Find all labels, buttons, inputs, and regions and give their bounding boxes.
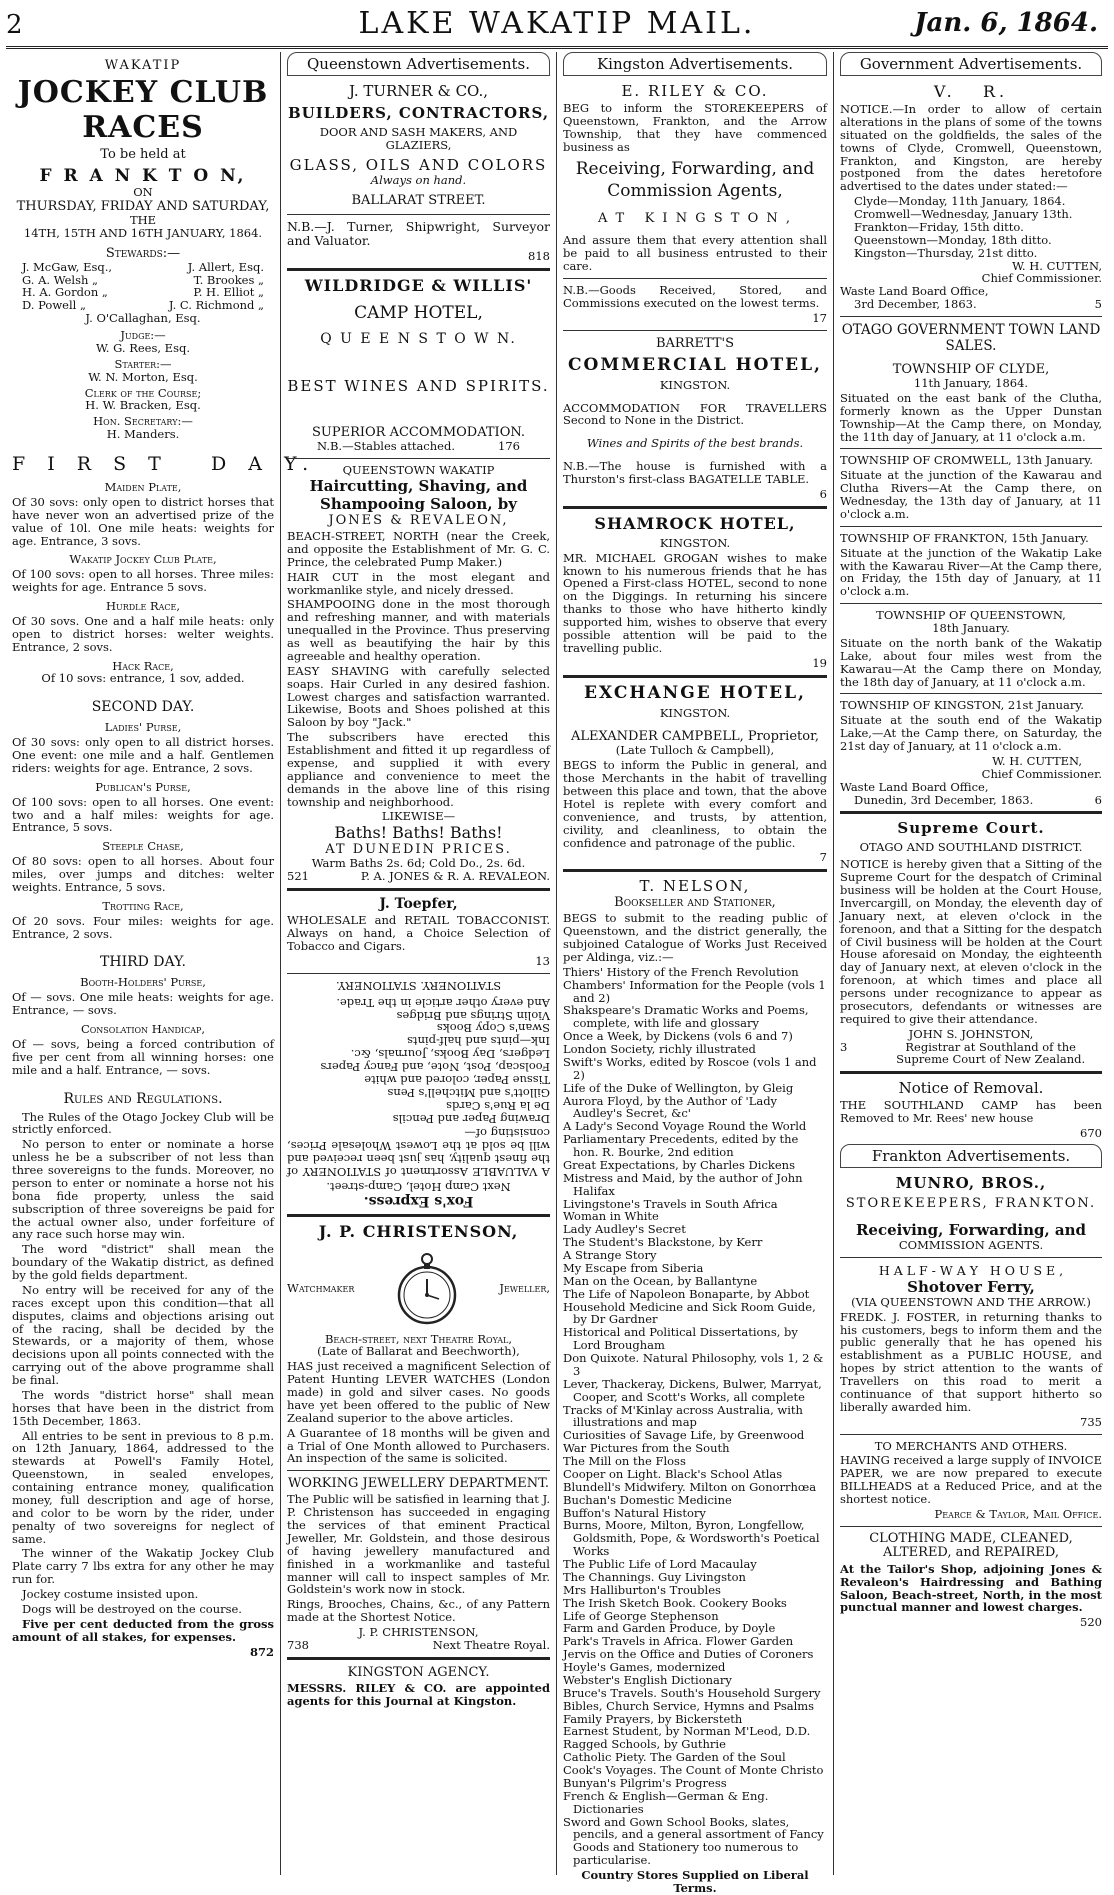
race-on: ON bbox=[133, 185, 153, 199]
riley-name: E. RILEY & CO. bbox=[621, 82, 769, 100]
rule-item: The Rules of the Otago Jockey Club will be strictly enforced. bbox=[12, 1109, 274, 1137]
catalogue-item: Don Quixote. Natural Philosophy, vols 1, 2 & 3 bbox=[563, 1351, 824, 1378]
catalogue-item: War Pictures from the South bbox=[563, 1441, 730, 1456]
catalogue-item: Ragged Schools, by Guthrie bbox=[563, 1737, 726, 1752]
catalogue-item: Life of the Duke of Wellington, by Gleig bbox=[563, 1080, 794, 1095]
gov-notice: NOTICE.—In order to allow of certain alterations in the plans of some of the towns situated on the goldfields, the sales of the towns of Clyde, Cromwell, Queenstown, Frankton, and Kingston, are hereby postponed from the dates heretofore advertised to the dates under stated:— bbox=[840, 102, 1102, 194]
catalogue-item: Parliamentary Precedents, edited by the hon. R. Bourke, 2nd edition bbox=[563, 1132, 799, 1159]
hair-p4: EASY SHAVING with carefully selected soaps. Hair Curled in any desired fashion. Lowest charges and satisfaction warranted. Likewise, Boots and Shoes polished at this Saloon by boy "Jack." bbox=[287, 663, 550, 730]
shamrock-text: MR. MICHAEL GROGAN wishes to make known to his numerous friends that he has Opened a First-class HOTEL, second to none on the Diggings. In returning his sincere thanks to those who have hitherto kindly supported him, wishes to observe that every possible attention will be paid to the travelling public. bbox=[563, 550, 827, 655]
gov-date: Cromwell—Wednesday, January 13th. bbox=[854, 207, 1073, 221]
christenson-dept: WORKING JEWELLERY DEPARTMENT. bbox=[287, 1476, 550, 1492]
vr-heading: V. R. bbox=[933, 82, 1009, 101]
catalogue-item: Tracks of M'Kinlay across Australia, with illustrations and map bbox=[563, 1402, 803, 1430]
merchants-text: HAVING received a large supply of INVOICE PAPER, we are now prepared to execute BILLHEADS at a Reduced Price, and at the shortest notice. bbox=[840, 1453, 1102, 1506]
exchange-prop: ALEXANDER CAMPBELL, Proprietor, bbox=[570, 729, 819, 745]
section-header: Government Advertisements. bbox=[840, 52, 1102, 76]
wjc-text: Of 100 sovs: open to all horses. Three miles: weights for age. Entrance 5 sovs. bbox=[12, 567, 274, 595]
ad-number: 738 bbox=[287, 1637, 309, 1652]
turner-name: J. TURNER & CO., bbox=[348, 82, 488, 100]
fox-list-item: Swan's Copy Books bbox=[436, 1021, 550, 1035]
halfway-via: (VIA QUEENSTOWN AND THE ARROW.) bbox=[851, 1294, 1091, 1309]
gov-date: Queenstown—Monday, 18th ditto. bbox=[854, 232, 1052, 247]
munro-sub: COMMISSION AGENTS. bbox=[898, 1237, 1044, 1252]
barrett-text: ACCOMMODATION FOR TRAVELLERS Second to None in the District. bbox=[563, 400, 827, 428]
barrett-town: KINGSTON. bbox=[659, 377, 731, 392]
catalogue-item: The Irish Sketch Book. Cookery Books bbox=[563, 1595, 787, 1610]
cromwell-text: Situate at the junction of the Kawarau and Clutha Rivers—At the Camp there, on Wednesday, the 13th day of January, at 11 o'clock a.m. bbox=[840, 468, 1102, 521]
hair-p5: The subscribers have erected this Establishment and fitted it up regardless of expense, and supplied it with every appliance and convenience to meet the demands in the above line of this rising township and neighborhood. bbox=[287, 730, 550, 809]
ladies-text: Of 30 sovs: only open to all district horses. One event: one mile and a half. Gentlemen riders: weights for age. Entrance, 2 sovs. bbox=[12, 735, 274, 775]
riley-at: A T K I N G S T O N , bbox=[598, 211, 792, 227]
christenson-p3: The Public will be satisfied in learning that J. P. Christenson has succeeded in engaging the services of that eminent Practical Jeweller, Mr. Goldstein, and those desirous of having jewellery manufactured and finished in a workmanlike and tasteful manner will call to inspect samples of Mr. Goldstein's work now in stock. bbox=[287, 1492, 550, 1597]
steward: D. Powell „ bbox=[22, 298, 86, 313]
issue-date: Jan. 6, 1864. bbox=[914, 8, 1098, 38]
column-kingston bbox=[557, 52, 834, 1895]
baths-rates: Warm Baths 2s. 6d; Cold Do., 2s. 6d. bbox=[311, 856, 526, 871]
cromwell-heading: TOWNSHIP OF CROMWELL, 13th January. bbox=[840, 453, 1093, 468]
starter-heading: Starter:— bbox=[114, 356, 172, 371]
hair-p1: BEACH-STREET, NORTH (near the Creek, and opposite the Establishment of Mr. G. C. Prince, the celebrated Pump Maker.) bbox=[287, 529, 550, 569]
steward-row bbox=[22, 261, 264, 274]
race-title: JOCKEY CLUB RACES bbox=[17, 75, 269, 145]
supreme-court-sub: OTAGO AND SOUTHLAND DISTRICT. bbox=[859, 840, 1083, 855]
catalogue-item: Mistress and Maid, by the author of John Halifax bbox=[563, 1170, 803, 1198]
rule-item: No entry will be received for any of the races except upon this condition—that all disputes, claims and objections arising out of the racing, shall be decided by the Stewards, or a majority of them, whose decisions upon all points connected with the carrying out of the above programme shall be final. bbox=[12, 1282, 274, 1387]
ad-number: 670 bbox=[1080, 1126, 1102, 1140]
nelson-trade: Bookseller and Stationer, bbox=[614, 895, 776, 911]
race-l1: WAKATIP bbox=[104, 58, 182, 73]
riley-big: Receiving, Forwarding, and Commission Agents, bbox=[575, 158, 815, 202]
turner-sub: DOOR AND SASH MAKERS, AND GLAZIERS, bbox=[319, 125, 518, 152]
catalogue-item: Curiosities of Savage Life, by Greenwood bbox=[563, 1428, 805, 1443]
steward: J. C. Richmond „ bbox=[168, 298, 264, 313]
turner-nb: N.B.—J. Turner, Shipwright, Surveyor and Valuator. bbox=[287, 218, 550, 248]
camp-name: WILDRIDGE & WILLIS' bbox=[304, 276, 533, 296]
catalogue-item: Cooper on Light. Black's School Atlas bbox=[563, 1466, 783, 1481]
kingston-date-line: Dunedin, 3rd December, 1863. bbox=[854, 792, 1034, 807]
fox-list-item: Ink—pints and half-pints bbox=[407, 1033, 550, 1048]
turner-always: Always on hand. bbox=[370, 172, 467, 187]
steward: J. McGaw, Esq., bbox=[22, 259, 113, 274]
camp-acc: SUPERIOR ACCOMMODATION. bbox=[311, 425, 526, 441]
ad-number: 19 bbox=[812, 655, 827, 670]
nelson-name: T. NELSON, bbox=[639, 877, 751, 896]
catalogue-item: Buchan's Domestic Medicine bbox=[563, 1492, 732, 1507]
fox-sub: Next Camp Hotel, Camp-street. bbox=[326, 1179, 511, 1194]
secretary-heading: Hon. Secretary:— bbox=[93, 414, 193, 429]
nelson-catalogue bbox=[563, 966, 827, 1867]
queenstown-date: 18th January. bbox=[932, 621, 1010, 635]
catalogue-item: Swift's Works, edited by Roscoe (vols 1 and 2) bbox=[563, 1054, 817, 1082]
supreme-court-text: NOTICE is hereby given that a Sitting of the Supreme Court for the despatch of Criminal business will be holden at the Court House, Invercargill, on Monday, the eleventh day of January next, at eleven o'clock in the forenoon, and that a Sitting for the despatch of Civil business will be holden at the Court House aforesaid on Monday, the eighteenth day of January next, at eleven o'clock in the forenoon, at which times and place all persons under recognizance to appear as prosecutors, defendants or witnesses are required to give their attendance. bbox=[840, 857, 1102, 1026]
camp-town: Q U E E N S T O W N. bbox=[320, 331, 517, 348]
ladies-heading: Ladies' Purse, bbox=[104, 720, 182, 735]
catalogue-item: Bruce's Travels. South's Household Surgery bbox=[563, 1685, 821, 1700]
otago-heading: OTAGO GOVERNMENT TOWN LAND SALES. bbox=[841, 322, 1101, 354]
hurdle-heading: Hurdle Race, bbox=[105, 599, 181, 613]
ad-number: 3 bbox=[840, 1039, 848, 1054]
race-place: F R A N K T O N, bbox=[39, 166, 247, 186]
catalogue-item: The Life of Napoleon Bonaparte, by Abbot bbox=[563, 1286, 810, 1301]
catalogue-item: A Strange Story bbox=[563, 1248, 657, 1262]
booth-text: Of — sovs. One mile heats: weights for age. Entrance, — sovs. bbox=[12, 990, 274, 1018]
clothing-heading: CLOTHING MADE, CLEANED, ALTERED, and REPAIRED, bbox=[869, 1530, 1073, 1561]
halfway-heading: H A L F - W A Y H O U S E , bbox=[878, 1262, 1064, 1278]
rule-item: All entries to be sent in previous to 8 p.m. on 12th January, 1864, addressed to the stewards at Powell's Family Hotel, Queenstown, in sealed envelopes, containing entrance money, qualification money, full description and age of horse, and color to be worn by the rider, under penalty of two sovereigns for neglect of same. bbox=[12, 1428, 274, 1546]
fox-express-inverted bbox=[287, 979, 550, 1209]
newspaper-title: LAKE WAKATIP MAIL. bbox=[358, 6, 756, 41]
ad-number: 17 bbox=[812, 310, 827, 325]
fox-list-item: De la Rue's Cards bbox=[446, 1098, 550, 1113]
baths-price: AT DUNEDIN PRICES. bbox=[325, 842, 512, 858]
fox-list-item: Gillott's and Mitchell's Pens bbox=[387, 1085, 550, 1100]
supreme-court-sig2: Registrar at Southland of the Supreme Court of New Zealand. bbox=[896, 1039, 1086, 1067]
catalogue-item: Lady Audley's Secret bbox=[563, 1222, 686, 1237]
catalogue-item: Life of George Stephenson bbox=[563, 1608, 719, 1623]
hair-h2: Haircutting, Shaving, and Shampooing Saloon, by bbox=[309, 477, 528, 513]
fox-list-item: Drawing Paper and Pencils bbox=[392, 1111, 550, 1126]
christenson-addr: Beach-street, next Theatre Royal, bbox=[324, 1331, 513, 1346]
christenson-theatre: Next Theatre Royal. bbox=[432, 1637, 550, 1652]
hurdle-text: Of 30 sovs. One and a half mile heats: only open to district horses: welter weights. Entrance, 2 sovs. bbox=[12, 613, 274, 654]
gov-sig2: Chief Commissioner. bbox=[981, 271, 1102, 286]
camp-nb: N.B.—Stables attached. bbox=[317, 439, 455, 454]
exchange-late: (Late Tulloch & Campbell), bbox=[615, 743, 775, 758]
catalogue-item: French & English—German & Eng. Dictionaries bbox=[563, 1788, 769, 1816]
secretary: H. Manders. bbox=[106, 427, 180, 442]
clerk-heading: Clerk of the Course; bbox=[84, 385, 202, 400]
fox-list-item: Tissue Paper, colored and white bbox=[364, 1072, 550, 1087]
halfway-text: FREDK. J. FOSTER, in returning thanks to his customers, begs to inform them and the public generally that he has opened his establishment as a PUBLIC HOUSE, and hopes by strict attention to the wants of Travellers on this road to merit a continuance of that support hitherto so liberally awarded him. bbox=[840, 1309, 1102, 1414]
catalogue-item: Livingstone's Travels in South Africa bbox=[563, 1196, 778, 1211]
merchants-sig: Pearce & Taylor, Mail Office. bbox=[934, 1506, 1102, 1521]
ad-number: 735 bbox=[1080, 1414, 1102, 1429]
clyde-heading: TOWNSHIP OF CLYDE, bbox=[892, 362, 1050, 377]
catalogue-item: Webster's English Dictionary bbox=[563, 1672, 732, 1687]
catalogue-item: Farm and Garden Produce, by Doyle bbox=[563, 1621, 776, 1636]
steeple-heading: Steeple Chase, bbox=[102, 839, 184, 854]
clyde-date: 11th January, 1864. bbox=[913, 376, 1029, 390]
clyde-text: Situated on the east bank of the Clutha, formerly known as the Upper Dunstan Township—At the Camp there, on Monday, the 11th day of January, at 11 o'clock a.m. bbox=[840, 390, 1102, 444]
judge: W. G. Rees, Esq. bbox=[95, 340, 190, 355]
ad-number: 872 bbox=[249, 1644, 274, 1659]
stewards-heading: Stewards:— bbox=[105, 245, 181, 261]
rules-heading: Rules and Regulations. bbox=[63, 1090, 223, 1107]
kingston-agency-text: MESSRS. RILEY & CO. are appointed agents for this Journal at Kingston. bbox=[287, 1680, 550, 1708]
stationery-title: STATIONERY. STATIONERY. bbox=[335, 978, 502, 993]
gov-date-line: 3rd December, 1863. bbox=[854, 297, 977, 312]
trotting-text: Of 20 sovs. Four miles: weights for age. Entrance, 2 sovs. bbox=[12, 913, 274, 941]
merchants-heading: TO MERCHANTS AND OTHERS. bbox=[874, 1438, 1068, 1453]
catalogue-item: Shakspeare's Dramatic Works and Poems, complete, with life and glossary bbox=[563, 1003, 809, 1031]
fox-list-item: And every other article in the Trade. bbox=[336, 995, 550, 1010]
rule-item: The winner of the Wakatip Jockey Club Plate carry 7 lbs extra for any other he may run for. bbox=[12, 1546, 274, 1587]
steward: J. Allert, Esq. bbox=[187, 259, 264, 274]
page-number: 2 bbox=[6, 10, 23, 40]
turner-glass: GLASS, OILS AND COLORS bbox=[289, 155, 548, 174]
camp-wines: BEST WINES AND SPIRITS. bbox=[287, 377, 550, 396]
ad-number: 818 bbox=[528, 249, 550, 264]
queenstown-text: Situate on the north bank of the Wakatip Lake, about four miles west from the Kawarau—At the Camp there on Monday, the 18th day of January, at 11 o'clock a.m. bbox=[840, 635, 1102, 689]
clerk: H. W. Bracken, Esq. bbox=[85, 398, 201, 413]
christenson-p2: A Guarantee of 18 months will be given and a Trial of One Month allowed to Purchasers. An inspection of the same is solicited. bbox=[287, 1425, 550, 1466]
wjc-heading: Wakatip Jockey Club Plate, bbox=[69, 552, 217, 567]
catalogue-item: Once a Week, by Dickens (vols 6 and 7) bbox=[563, 1029, 793, 1044]
steeple-text: Of 80 sovs: open to all horses. About four miles, over jumps and ditches: welter weights. Entrance, 5 sovs. bbox=[12, 854, 274, 894]
catalogue-item: Chambers' Information for the People (vols 1 and 2) bbox=[563, 977, 826, 1005]
steward: G. A. Welsh „ bbox=[22, 272, 98, 287]
catalogue-item: Man on the Ocean, by Ballantyne bbox=[563, 1273, 758, 1288]
clothing-text: At the Tailor's Shop, adjoining Jones & Revaleon's Hairdressing and Bathing Saloon, Beach-street, North, in the most punctual manner and lowest charges. bbox=[840, 1561, 1102, 1615]
frankton-heading: TOWNSHIP OF FRANKTON, 15th January. bbox=[840, 530, 1089, 545]
rule-item: Dogs will be destroyed on the course. bbox=[22, 1601, 242, 1616]
christenson-late: (Late of Ballarat and Beechworth), bbox=[317, 1344, 520, 1359]
catalogue-item: Household Medicine and Sick Room Guide, by Dr Gardner bbox=[563, 1299, 816, 1327]
toepfer-text: WHOLESALE and RETAIL TOBACCONIST. Always on hand, a Choice Selection of Tobacco and Cigars. bbox=[287, 913, 550, 953]
fox-list-item: Ledgers, Day Books, Journals, &c. bbox=[350, 1046, 550, 1061]
baths-title: Baths! Baths! Baths! bbox=[334, 823, 503, 843]
christenson-left: Watchmaker bbox=[287, 1281, 355, 1296]
munro-trade: STOREKEEPERS, FRANKTON. bbox=[845, 1195, 1097, 1211]
catalogue-item: Bibles, Church Service, Hymns and Psalms bbox=[563, 1698, 815, 1713]
hair-p3: SHAMPOOING done in the most thorough and refreshing manner, and with materials unequalled in the Province. Thus preserving as well as beautifying the hair by this agreeable and healthy operation. bbox=[287, 597, 550, 663]
hack-text: Of 10 sovs: entrance, 1 sov, added. bbox=[41, 671, 245, 686]
maiden-heading: Maiden Plate, bbox=[104, 480, 182, 494]
removal-heading: Notice of Removal. bbox=[898, 1079, 1044, 1098]
catalogue-item: Lever, Thackeray, Dickens, Bulwer, Marryat, Cooper, and Scott's Works, all complete bbox=[563, 1376, 822, 1404]
supreme-court-sig: JOHN S. JOHNSTON, bbox=[908, 1026, 1034, 1041]
catalogue-item: Mrs Halliburton's Troubles bbox=[563, 1582, 721, 1597]
riley-text2: And assure them that every attention shall be paid to all business entrusted to their care. bbox=[563, 233, 827, 274]
exchange-town: KINGSTON. bbox=[659, 705, 731, 720]
pocket-watch-icon bbox=[387, 1249, 467, 1329]
catalogue-item: Buffon's Natural History bbox=[563, 1505, 706, 1520]
kingston-office: Waste Land Board Office, bbox=[840, 779, 989, 794]
judge-heading: Judge:— bbox=[120, 328, 166, 342]
steward: H. A. Gordon „ bbox=[22, 285, 108, 300]
ad-number: 521 bbox=[287, 869, 309, 884]
catalogue-item: London Society, richly illustrated bbox=[563, 1042, 756, 1056]
baths-sig: P. A. JONES & R. A. REVALEON. bbox=[360, 869, 550, 884]
gov-office: Waste Land Board Office, bbox=[840, 284, 989, 299]
catalogue-item: Park's Travels in Africa. Flower Garden bbox=[563, 1634, 794, 1649]
race-l2: To be held at bbox=[100, 147, 186, 162]
barrett-nb: N.B.—The house is furnished with a Thurston's first-class BAGATELLE TABLE. bbox=[563, 459, 827, 486]
publicans-text: Of 100 sovs: open to all horses. One event: two and a half miles: weights for age. Entrance, 5 sovs. bbox=[12, 794, 274, 835]
supreme-court-heading: Supreme Court. bbox=[897, 819, 1045, 838]
catalogue-item: The Channings. Guy Livingston bbox=[563, 1569, 746, 1584]
halfway-title: Shotover Ferry, bbox=[907, 1277, 1035, 1296]
maiden-text: Of 30 sovs: only open to district horses that have never won an advertised prize of the value of 10l. One mile heats: weights for age. Entrance, 3 sovs. bbox=[12, 494, 274, 548]
masthead bbox=[6, 0, 1108, 49]
catalogue-item: Bunyan's Pilgrim's Progress bbox=[563, 1775, 727, 1790]
hack-heading: Hack Race, bbox=[112, 658, 174, 673]
christenson-right: Jeweller, bbox=[499, 1281, 550, 1296]
christenson-sig: J. P. CHRISTENSON, bbox=[358, 1625, 479, 1639]
catalogue-item: The Public Life of Lord Macaulay bbox=[563, 1557, 757, 1571]
kingston-sig2: Chief Commissioner. bbox=[981, 766, 1102, 781]
catalogue-item: Aurora Floyd, by the Author of 'Lady Audley's Secret, &c' bbox=[563, 1093, 778, 1121]
turner-trade: BUILDERS, CONTRACTORS, bbox=[287, 104, 550, 122]
frankton-text: Situate at the junction of the Wakatip Lake with the Kawarau River—At the Camp there, on Friday, the 15th day of January, at 11 o'clock a.m. bbox=[840, 545, 1102, 599]
catalogue-item: Woman in White bbox=[563, 1209, 659, 1224]
gov-sig: W. H. CUTTEN, bbox=[1012, 258, 1102, 273]
gov-date: Frankton—Friday, 15th ditto. bbox=[854, 219, 1024, 234]
hair-h1: QUEENSTOWN WAKATIP bbox=[342, 463, 495, 478]
starter: W. N. Morton, Esq. bbox=[88, 369, 198, 384]
ad-number: 7 bbox=[819, 850, 827, 865]
ad-number: 13 bbox=[535, 953, 550, 968]
catalogue-item: Jervis on the Office and Duties of Coroners bbox=[563, 1647, 814, 1662]
hair-p2: HAIR CUT in the most elegant and workmanlike style, and nicely dressed. bbox=[287, 569, 550, 597]
nelson-text: BEGS to submit to the reading public of Queenstown, and the district generally, the subjoined Catalogue of Works Just Received per Aldinga, viz.:— bbox=[563, 911, 827, 964]
catalogue-item: Catholic Piety. The Garden of the Soul bbox=[563, 1750, 786, 1765]
ad-number: 6 bbox=[1094, 792, 1102, 807]
publicans-heading: Publican's Purse, bbox=[95, 779, 191, 794]
fox-text: A VALUABLE Assortment of STATIONERY of the finest quality, has just been received and will be sold at the Lowest Wholesale Prices, consisting of— bbox=[287, 1126, 550, 1179]
nelson-foot: Country Stores Supplied on Liberal Terms. bbox=[581, 1868, 809, 1895]
ad-number: 520 bbox=[1080, 1615, 1102, 1630]
catalogue-item: Hoyle's Games, modernized bbox=[563, 1660, 726, 1674]
steward: P. H. Elliot „ bbox=[193, 285, 264, 300]
kingston-sig: W. H. CUTTEN, bbox=[992, 753, 1082, 768]
gov-date: Kingston—Thursday, 21st ditto. bbox=[854, 245, 1038, 260]
hair-likewise: LIKEWISE— bbox=[381, 809, 456, 824]
fox-list-item: Foolscap, Post, Note, and Fancy Papers bbox=[320, 1059, 550, 1074]
catalogue-item: Sword and Gown School Books, slates, pencils, and a general assortment of Fancy Goods and Stationery too numerous to particularise. bbox=[563, 1814, 824, 1868]
section-header: Queenstown Advertisements. bbox=[287, 52, 550, 76]
shamrock-title: SHAMROCK HOTEL, bbox=[594, 513, 796, 533]
trotting-heading: Trotting Race, bbox=[102, 898, 184, 913]
column-government bbox=[834, 52, 1108, 1875]
munro-name: MUNRO, BROS., bbox=[895, 1173, 1047, 1192]
toepfer-name: J. Toepfer, bbox=[379, 896, 458, 912]
rule-item: Jockey costume insisted upon. bbox=[22, 1587, 199, 1601]
catalogue-item: Thiers' History of the French Revolution bbox=[563, 964, 799, 979]
consolation-heading: Consolation Handicap, bbox=[80, 1022, 206, 1036]
first-day: F I R S T D A Y. bbox=[12, 453, 317, 475]
ad-number: 176 bbox=[498, 439, 520, 454]
section-header: Kingston Advertisements. bbox=[563, 52, 827, 76]
removal-text: THE SOUTHLAND CAMP has been Removed to Mr. Rees' new house bbox=[840, 1098, 1102, 1126]
catalogue-item: Earnest Student, by Norman M'Leod, D.D. bbox=[563, 1724, 811, 1739]
consolation-text: Of — sovs, being a forced contribution of five per cent from all winning horses: one mile and a half. Entrance, — sovs. bbox=[12, 1036, 274, 1077]
rule-item: No person to enter or nominate a horse unless he be a subscriber of not less than three sovereigns to the funds. Moreover, no person to enter or nominate a horse not his bona fide property, unless the said subscription of three sovereigns be paid for the actual owner also, under forfeiture of any race such horse may win. bbox=[12, 1137, 274, 1242]
shamrock-town: KINGSTON. bbox=[659, 535, 731, 550]
exchange-text: BEGS to inform the Public in general, and those Merchants in the habit of travelling between this place and town, that the above Hotel is replete with every comfort and convenience, and trusts, by attention, civility, and cleanliness, to obtain the confidence and patronage of the public. bbox=[563, 758, 827, 850]
steward: T. Brookes „ bbox=[193, 272, 264, 287]
race-dates: 14TH, 15TH AND 16TH JANUARY, 1864. bbox=[23, 225, 263, 240]
kingston-heading: TOWNSHIP OF KINGSTON, 21st January. bbox=[840, 698, 1084, 713]
barrett-wines: Wines and Spirits of the best brands. bbox=[586, 436, 804, 451]
riley-text: BEG to inform the STOREKEEPERS of Queenstown, Frankton, and the Arrow Township, that they have commenced business as bbox=[563, 101, 827, 154]
rule-item: The words "district horse" shall mean horses that have been in the district from 15th December, 1863. bbox=[12, 1387, 274, 1428]
exchange-title: EXCHANGE HOTEL, bbox=[584, 682, 806, 703]
frankton-section-header: Frankton Advertisements. bbox=[840, 1144, 1102, 1168]
catalogue-item: Family Prayers, by Bickersteth bbox=[563, 1711, 743, 1726]
turner-street: BALLARAT STREET. bbox=[351, 192, 486, 208]
column-queenstown bbox=[281, 52, 557, 1875]
catalogue-item: Great Expectations, by Charles Dickens bbox=[563, 1157, 795, 1172]
christenson-p4: Rings, Brooches, Chains, &c., of any Pattern made at the Shortest Notice. bbox=[287, 1597, 550, 1625]
ad-number: 5 bbox=[1094, 297, 1102, 312]
catalogue-item: Cook's Voyages. The Count of Monte Christo bbox=[563, 1763, 824, 1777]
catalogue-item: My Escape from Siberia bbox=[563, 1260, 704, 1275]
rule-item: The word "district" shall mean the boundary of the Wakatip district, as defined by the gold fields department. bbox=[12, 1242, 274, 1282]
munro-big: Receiving, Forwarding, and bbox=[855, 1220, 1087, 1239]
camp-title: CAMP HOTEL, bbox=[354, 303, 483, 324]
rule-item: Five per cent deducted from the gross amount of all stakes, for expenses. bbox=[12, 1616, 274, 1644]
steward-last: J. O'Callaghan, Esq. bbox=[85, 311, 201, 326]
catalogue-item: Blundell's Midwifery. Milton on Gonorrhœa bbox=[563, 1479, 817, 1494]
fox-list-item: Violin Strings and Bridges bbox=[396, 1008, 550, 1023]
kingston-text: Situate at the south end of the Wakatip Lake,—At the Camp there, on Saturday, the 21st day of January, at 11 o'clock a.m. bbox=[840, 713, 1102, 753]
hair-h3: JONES & REVALEON, bbox=[328, 513, 509, 528]
gov-date: Clyde—Monday, 11th January, 1864. bbox=[854, 194, 1066, 209]
christenson-p1: HAS just received a magnificent Selection of Patent Hunting LEVER WATCHES (London made) in gold and silver cases. No goods have yet been offered to the public of New Zealand superior to the above articles. bbox=[287, 1359, 550, 1425]
queenstown-heading: TOWNSHIP OF QUEENSTOWN, bbox=[876, 608, 1066, 623]
catalogue-item: A Lady's Second Voyage Round the World bbox=[563, 1119, 807, 1134]
second-day: SECOND DAY. bbox=[91, 699, 195, 716]
catalogue-item: Historical and Political Dissertations, by Lord Brougham bbox=[563, 1325, 798, 1353]
barrett-title: COMMERCIAL HOTEL, bbox=[568, 354, 822, 375]
barrett-name: BARRETT'S bbox=[655, 335, 735, 351]
catalogue-item: The Mill on the Floss bbox=[563, 1454, 686, 1468]
race-days: THURSDAY, FRIDAY AND SATURDAY, bbox=[16, 198, 270, 214]
catalogue-item: The Student's Blackstone, by Kerr bbox=[563, 1235, 763, 1250]
fox-title: Fox's Express. bbox=[363, 1192, 474, 1209]
booth-heading: Booth-Holders' Purse, bbox=[80, 975, 206, 990]
catalogue-item: Burns, Moore, Milton, Byron, Longfellow, Goldsmith, Pope, & Wordsworth's Poetical Works bbox=[563, 1518, 820, 1559]
third-day: THIRD DAY. bbox=[100, 954, 186, 971]
race-the: THE bbox=[129, 212, 157, 227]
riley-nb: N.B.—Goods Received, Stored, and Commissions executed on the lowest terms. bbox=[563, 283, 827, 310]
christenson-name: J. P. CHRISTENSON, bbox=[318, 1221, 519, 1241]
kingston-agency-heading: KINGSTON AGENCY. bbox=[347, 1664, 490, 1680]
ad-number: 6 bbox=[819, 486, 827, 501]
